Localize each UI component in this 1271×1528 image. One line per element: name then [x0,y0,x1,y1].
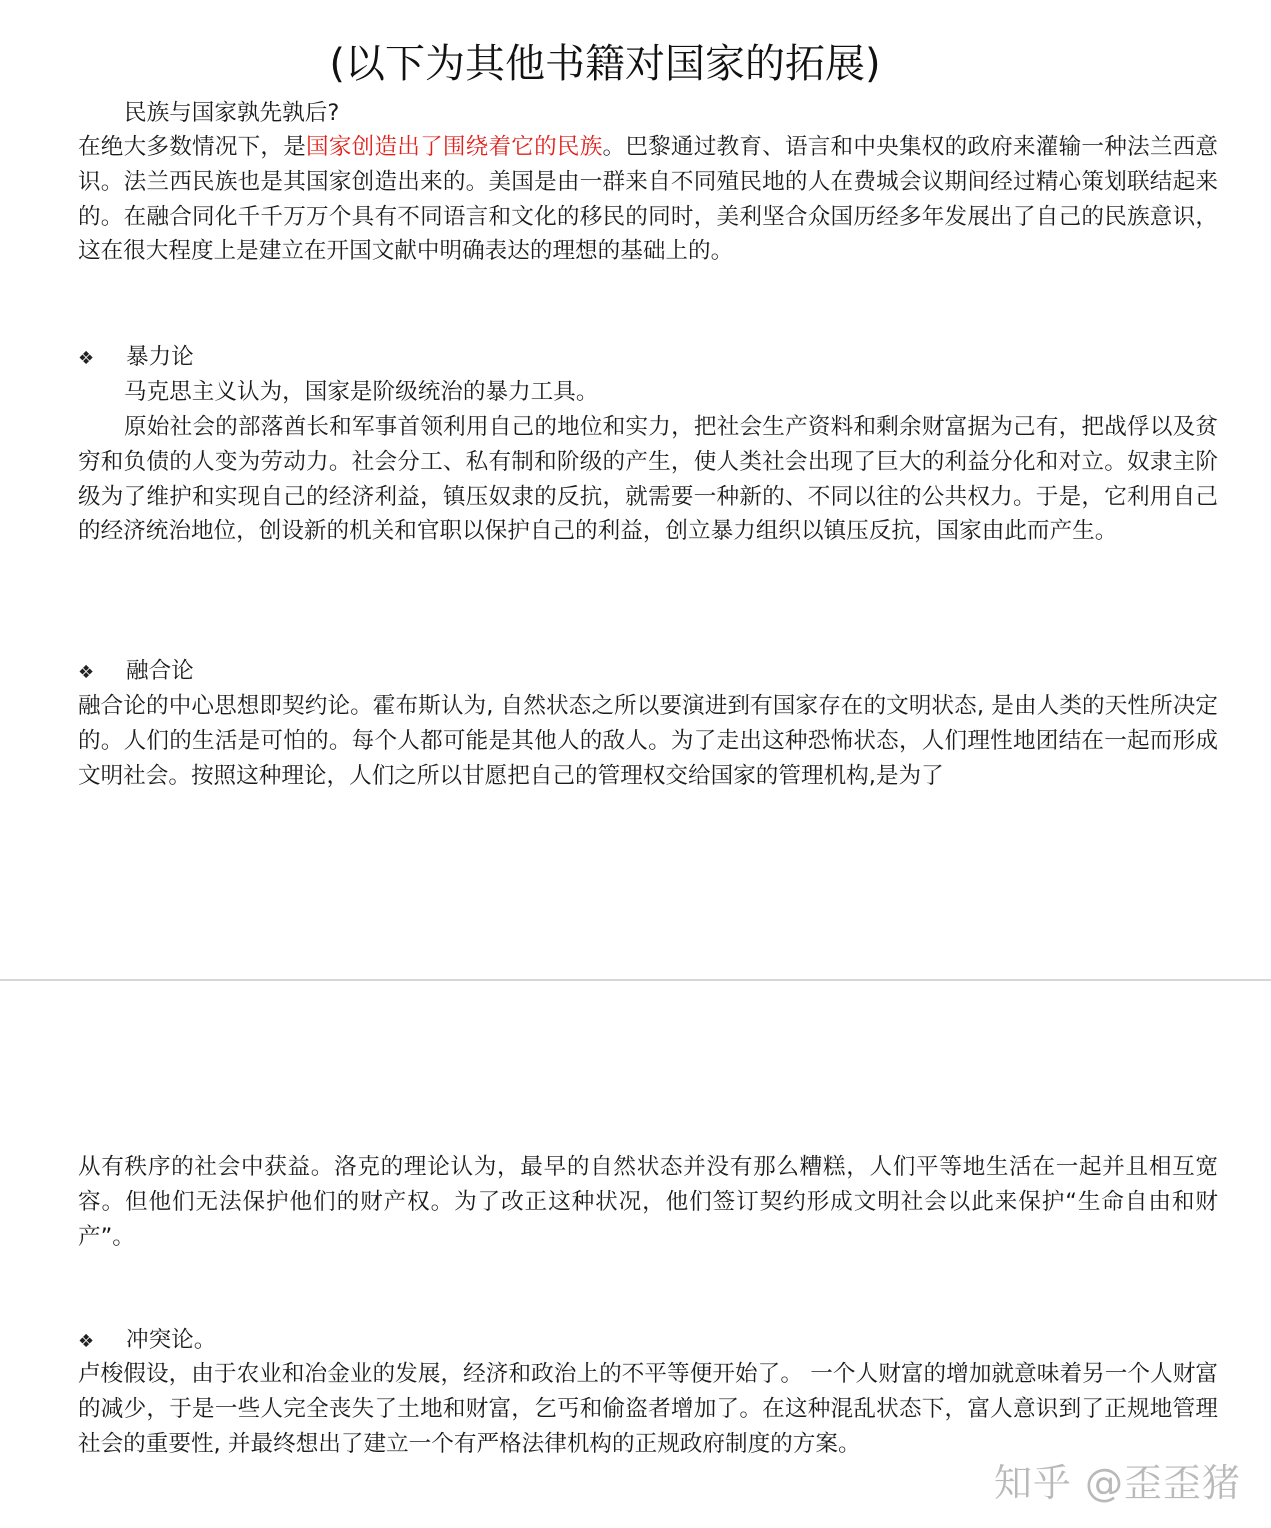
violence-intro: 马克思主义认为，国家是阶级统治的暴力工具。 [124,379,599,405]
section-heading-label: 冲突论。 [126,1327,217,1353]
violence-paragraph: 原始社会的部落酋长和军事首领利用自己的地位和实力，把社会生产资料和剩余财富据为己有，把战俘以及贫穷和负债的人变为劳动力。社会分工、私有制和阶级的产生，使人类社会出现了巨大的利益分化和对立。奴隶主阶级为了维护和实现自己的经济利益，镇压奴隶的反抗，就需要一种新的、不同以往的公共权力。于是，它利用自己的经济统治地位，创设新的机关和官职以保护自己的利益，创立暴力组织以镇压反抗，国家由此而产生。 [78,414,1218,545]
nation-state-paragraph [78,130,1218,269]
section-heading-violence [78,340,194,376]
section-heading-conflict [78,1323,216,1359]
paragraph-text-before: 在绝大多数情况下，是 [78,134,307,160]
fusion-paragraph-continued: 从有秩序的社会中获益。洛克的理论认为，最早的自然状态并没有那么糟糕，人们平等地生活在一起并且相互宽容。但他们无法保护他们的财产权。为了改正这种状况，他们签订契约形成文明社会以此来保护“生命自由和财产”。 [78,1154,1218,1250]
section-heading-fusion [78,654,194,690]
page-title: (以下为其他书籍对国家的拓展) [329,41,881,87]
zhihu-watermark: 知乎 @歪歪猪 [993,1461,1241,1505]
document-page-2 [0,981,1271,1528]
diamond-bullet-icon: ❖ [78,662,95,683]
section-heading-label: 融合论 [126,658,194,684]
diamond-bullet-icon: ❖ [78,1331,95,1352]
paragraph-text-after: 。巴黎通过教育、语言和中央集权的政府来灌输一种法兰西意识。法兰西民族也是其国家创造出来的。美国是由一群来自不同殖民地的人在费城会议期间经过精心策划联结起来的。在融合同化千千万万个具有不同语言和文化的移民的同时，美利坚合众国历经多年发展出了自己的民族意识，这在很大程度上是建立在开国文献中明确表达的理想的基础上的。 [78,134,1219,265]
highlighted-text: 国家创造出了围绕着它的民族 [306,134,603,160]
question-line: 民族与国家孰先孰后? [124,100,340,126]
section-heading-label: 暴力论 [126,344,194,370]
diamond-bullet-icon: ❖ [78,348,95,369]
fusion-paragraph: 融合论的中心思想即契约论。霍布斯认为, 自然状态之所以要演进到有国家存在的文明状态, 是由人类的天性所决定的。人们的生活是可怕的。每个人都可能是其他人的敌人。为了走出这种恐怖状态，人们理性地团结在一起而形成文明社会。按照这种理论，人们之所以甘愿把自己的管理权交给国家的管理机构,是为了 [78,693,1218,789]
conflict-paragraph: 卢梭假设，由于农业和冶金业的发展，经济和政治上的不平等便开始了。 一个人财富的增加就意味着另一个人财富的减少，于是一些人完全丧失了土地和财富，乞丐和偷盗者增加了。在这种混乱状态下，富人意识到了正规地管理社会的重要性, 并最终想出了建立一个有严格法律机构的正规政府制度的方案。 [78,1361,1218,1457]
